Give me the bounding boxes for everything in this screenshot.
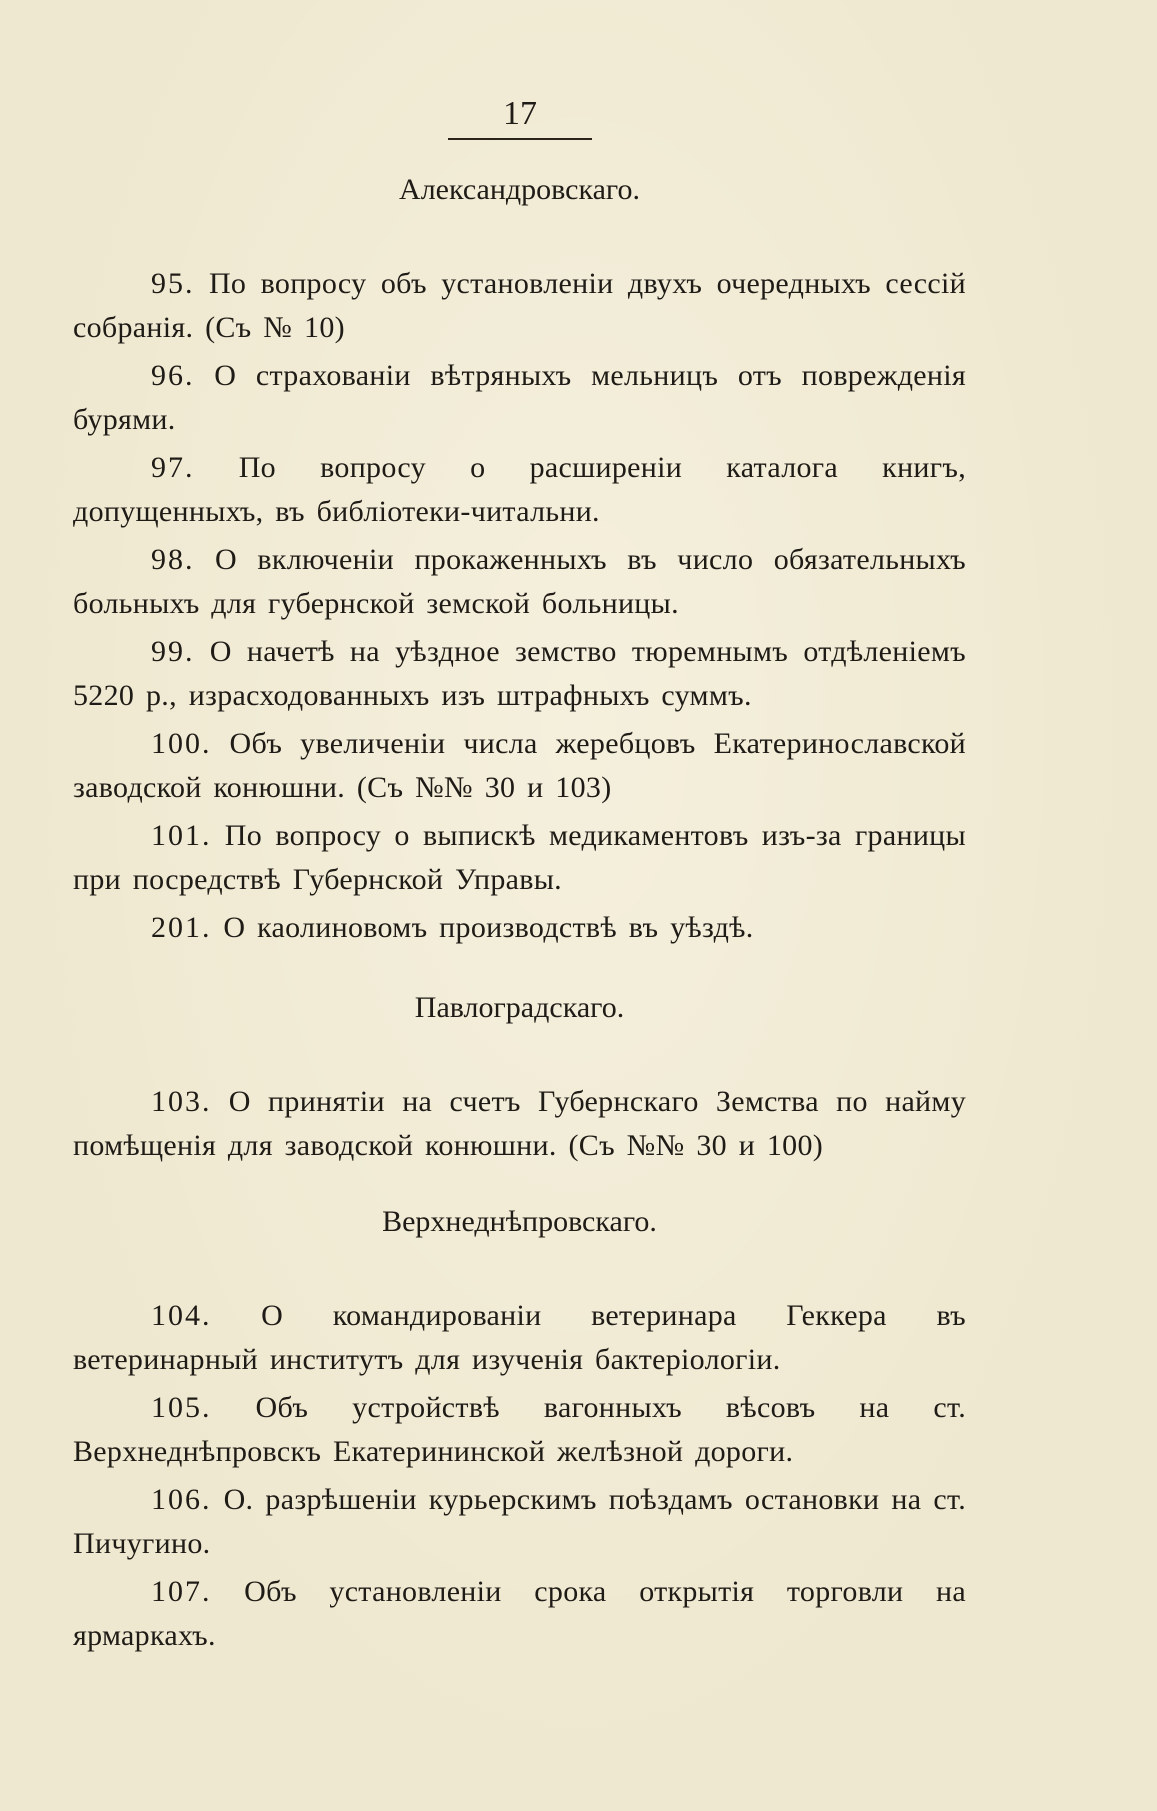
item-text: Объ устройствѣ вагонныхъ вѣсовъ на ст. Верхнеднѣпровскъ Екатерининской желѣзной дороги. xyxy=(73,1391,966,1468)
item-number: 104. xyxy=(151,1299,212,1332)
item-text: По вопросу о расширеніи каталога книгъ, допущенныхъ, въ библіотеки-читальни. xyxy=(73,451,966,528)
page-number: 17 xyxy=(503,95,537,132)
list-item xyxy=(73,722,966,810)
item-number: 99. xyxy=(151,635,195,668)
item-number: 95. xyxy=(151,267,195,300)
item-text: О командированіи ветеринара Геккера въ ветеринарный институтъ для изученія бактеріологіи. xyxy=(73,1299,966,1376)
item-text: Объ установленіи срока открытія торговли на ярмаркахъ. xyxy=(73,1575,966,1652)
item-number: 105. xyxy=(151,1391,212,1424)
list-item xyxy=(73,1080,966,1168)
list-item xyxy=(73,906,966,950)
item-number: 101. xyxy=(151,819,212,852)
item-text: О. разрѣшеніи курьерскимъ поѣздамъ остановки на ст. Пичугино. xyxy=(73,1483,967,1560)
item-number: 107. xyxy=(151,1575,212,1608)
list-item xyxy=(73,262,966,350)
list-item xyxy=(73,354,966,442)
item-number: 98. xyxy=(151,543,195,576)
list-item xyxy=(73,814,966,902)
item-number: 100. xyxy=(151,727,212,760)
section-heading-aleksandrovsk: Александровскаго. xyxy=(399,173,640,206)
item-number: 201. xyxy=(151,911,212,944)
item-number: 97. xyxy=(151,451,195,484)
item-text: О каолиновомъ производствѣ въ уѣздѣ. xyxy=(223,911,754,944)
item-text: О принятіи на счетъ Губернскаго Земства по найму помѣщенія для заводской конюшни. (Съ №№ 30 и 100) xyxy=(73,1085,966,1162)
list-item xyxy=(73,1570,966,1658)
item-text: О включеніи прокаженныхъ въ число обязательныхъ больныхъ для губернской земской больницы. xyxy=(73,543,966,620)
item-text: О страхованіи вѣтряныхъ мельницъ отъ поврежденія бурями. xyxy=(73,359,966,436)
section-heading-pavlograd: Павлоградскаго. xyxy=(414,991,625,1024)
item-text: По вопросу о выпискѣ медикаментовъ изъ-за границы при посредствѣ Губернской Управы. xyxy=(73,819,966,896)
list-item xyxy=(73,630,966,718)
item-text: О начетѣ на уѣздное земство тюремнымъ отдѣленіемъ 5220 р., израсходованныхъ изъ штрафныхъ суммъ. xyxy=(73,635,966,712)
item-text: По вопросу объ установленіи двухъ очередныхъ сессій собранія. (Съ № 10) xyxy=(73,267,966,344)
list-item xyxy=(73,538,966,626)
item-number: 106. xyxy=(151,1483,212,1516)
list-item xyxy=(73,1478,966,1566)
page-number-rule xyxy=(448,138,592,140)
section-heading-verkhnedneprovsk: Верхнеднѣпровскаго. xyxy=(382,1205,657,1238)
list-item xyxy=(73,1386,966,1474)
list-item xyxy=(73,446,966,534)
item-number: 103. xyxy=(151,1085,212,1118)
document-body xyxy=(73,170,966,1662)
item-number: 96. xyxy=(151,359,195,392)
list-item xyxy=(73,1294,966,1382)
item-text: Объ увеличеніи числа жеребцовъ Екатеринославской заводской конюшни. (Съ №№ 30 и 103) xyxy=(73,727,966,804)
